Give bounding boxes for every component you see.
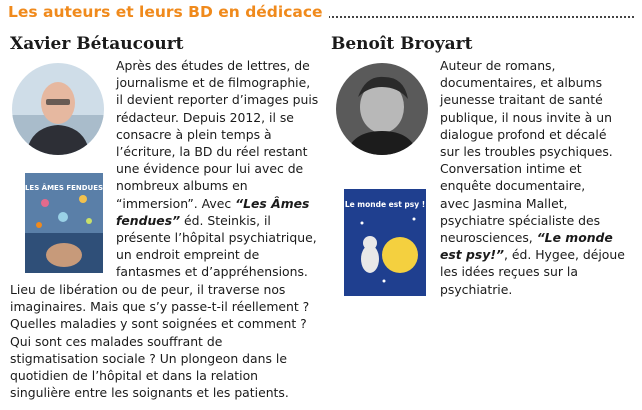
bio-line: psychiatrie. [440, 281, 513, 297]
bio-line: neurosciences, [440, 230, 537, 246]
bio-line: Après des études de lettres, de [116, 58, 310, 73]
author-name-broyart: Benoît Broyart [331, 34, 473, 54]
bio-line: il devient reporter d’images puis [116, 92, 319, 108]
book-cover-icon [344, 189, 426, 296]
bio-line: Lieu de libération ou de peur, il traverse nos [10, 282, 286, 297]
bio-line: l’écriture, la BD du réel restant [116, 144, 308, 160]
book-title: “Le monde [536, 230, 613, 246]
bio-line: nombreux albums en [116, 178, 248, 194]
bio-line: présente l’hôpital psychiatrique, [116, 230, 317, 246]
bio-line: éd. Steinkis, il [180, 212, 271, 228]
author-bio-broyart [440, 57, 625, 298]
author-bio-betaucourt [116, 57, 318, 281]
dotted-rule [308, 16, 634, 18]
bio-line: Auteur de romans, [440, 58, 556, 73]
book-title: “Les Âmes [235, 195, 310, 211]
book-cover-les-ames-fendues [25, 173, 103, 273]
book-title: est psy!” [440, 247, 504, 263]
bio-line: une évidence pour lui avec de [116, 161, 304, 177]
section-title: Les auteurs et leurs BD en dédicace [8, 2, 329, 22]
bio-line: Conversation intime et [440, 161, 582, 177]
bio-line: singulière entre les soignants et les patients. [10, 385, 289, 401]
bio-line: quotidien de l’hôpital et dans la relation [10, 368, 259, 384]
bio-line: “immersion”. Avec [116, 195, 236, 211]
bio-line: stigmatisation sociale ? Un plongeon dans le [10, 350, 287, 366]
bio-line: psychiatre spécialiste des [440, 212, 601, 228]
bio-line: consacre à plein temps à [116, 126, 272, 142]
book-cover-title: LES ÂMES FENDUES [25, 184, 103, 192]
portrait-icon [336, 63, 428, 155]
bio-line: un endroit empreint de [116, 247, 260, 263]
bio-line: Qui sont ces malades souffrant de [10, 333, 223, 349]
author-photo [12, 63, 104, 155]
bio-line: jeunesse traitant de santé [440, 92, 603, 108]
bio-line: documentaires, et albums [440, 75, 603, 91]
bio-line: avec Jasmina Mallet, [440, 195, 568, 211]
book-cover-le-monde-est-psy [344, 189, 426, 296]
book-cover-icon [25, 173, 103, 273]
book-title: fendues” [116, 212, 181, 228]
bio-line: dialogue profond et décalé [440, 126, 607, 142]
book-cover-title: Le monde est psy ! [344, 200, 426, 209]
bio-line: journalisme et de filmographie, [116, 75, 311, 91]
author-name-betaucourt: Xavier Bétaucourt [10, 34, 184, 54]
bio-line: les idées reçues sur la [440, 264, 578, 280]
bio-line: sur les troubles psychiques. [440, 144, 613, 160]
bio-line: publique, il nous invite à un [440, 109, 612, 125]
bio-line: rédacteur. Depuis 2012, il se [116, 109, 294, 125]
portrait-icon [12, 63, 104, 155]
author-photo [336, 63, 428, 155]
bio-line: fantasmes et d’appréhensions. [116, 264, 308, 280]
author-bio-betaucourt-continued [10, 281, 309, 401]
bio-line: enquête documentaire, [440, 178, 586, 194]
bio-line: imaginaires. Mais que s’y passe-t-il réellement ? [10, 299, 310, 315]
bio-line: Quelles maladies y sont soignées et comment ? [10, 316, 307, 332]
section-header [8, 2, 634, 24]
bio-line: , éd. Hygee, déjoue [503, 247, 625, 263]
